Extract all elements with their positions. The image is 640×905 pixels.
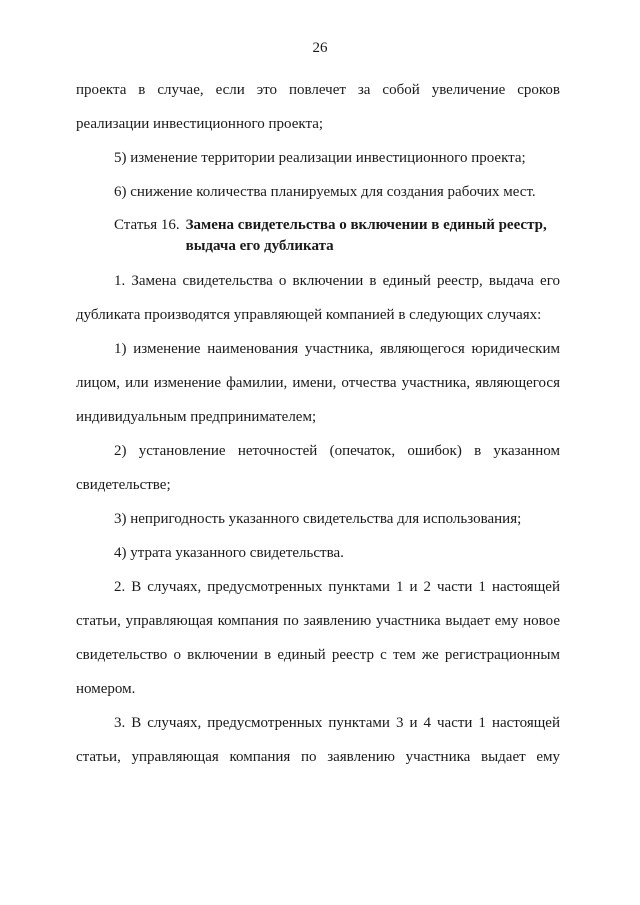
part-3: 3. В случаях, предусмотренных пунктами 3 и 4 части 1 настоящей статьи, управляющая компания по заявлению участника выдает ему	[76, 715, 560, 765]
article-title-line-1: Замена свидетельства о включении в единый реестр,	[185, 217, 547, 233]
article-title	[186, 215, 547, 257]
part-2: 2. В случаях, предусмотренных пунктами 1 и 2 части 1 настоящей статьи, управляющая компания по заявлению участника выдает ему новое свидетельство о включении в единый реестр с тем же регистрационным номером.	[76, 579, 560, 697]
article-title-line-2: выдача его дубликата	[185, 238, 334, 254]
page-number: 26	[312, 40, 328, 56]
article-heading	[76, 209, 560, 264]
list-item-5: 5) изменение территории реализации инвестиционного проекта;	[114, 150, 526, 166]
list-item-6: 6) снижение количества планируемых для создания рабочих мест.	[114, 184, 536, 200]
part-1-item-3: 3) непригодность указанного свидетельства для использования;	[114, 511, 522, 527]
part-1-item-1: 1) изменение наименования участника, являющегося юридическим лицом, или изменение фамилии, имени, отчества участника, являющегося индивидуальным предпринимателем;	[76, 341, 560, 425]
part-1: 1. Замена свидетельства о включении в единый реестр, выдача его дубликата производятся управляющей компанией в следующих случаях:	[76, 273, 560, 323]
paragraph-continuation: проекта в случае, если это повлечет за собой увеличение сроков реализации инвестиционного проекта;	[76, 82, 560, 132]
document-body	[76, 73, 560, 774]
part-1-item-4: 4) утрата указанного свидетельства.	[114, 545, 344, 561]
article-label: Статья 16.	[114, 217, 180, 233]
part-1-item-2: 2) установление неточностей (опечаток, ошибок) в указанном свидетельстве;	[76, 443, 560, 493]
